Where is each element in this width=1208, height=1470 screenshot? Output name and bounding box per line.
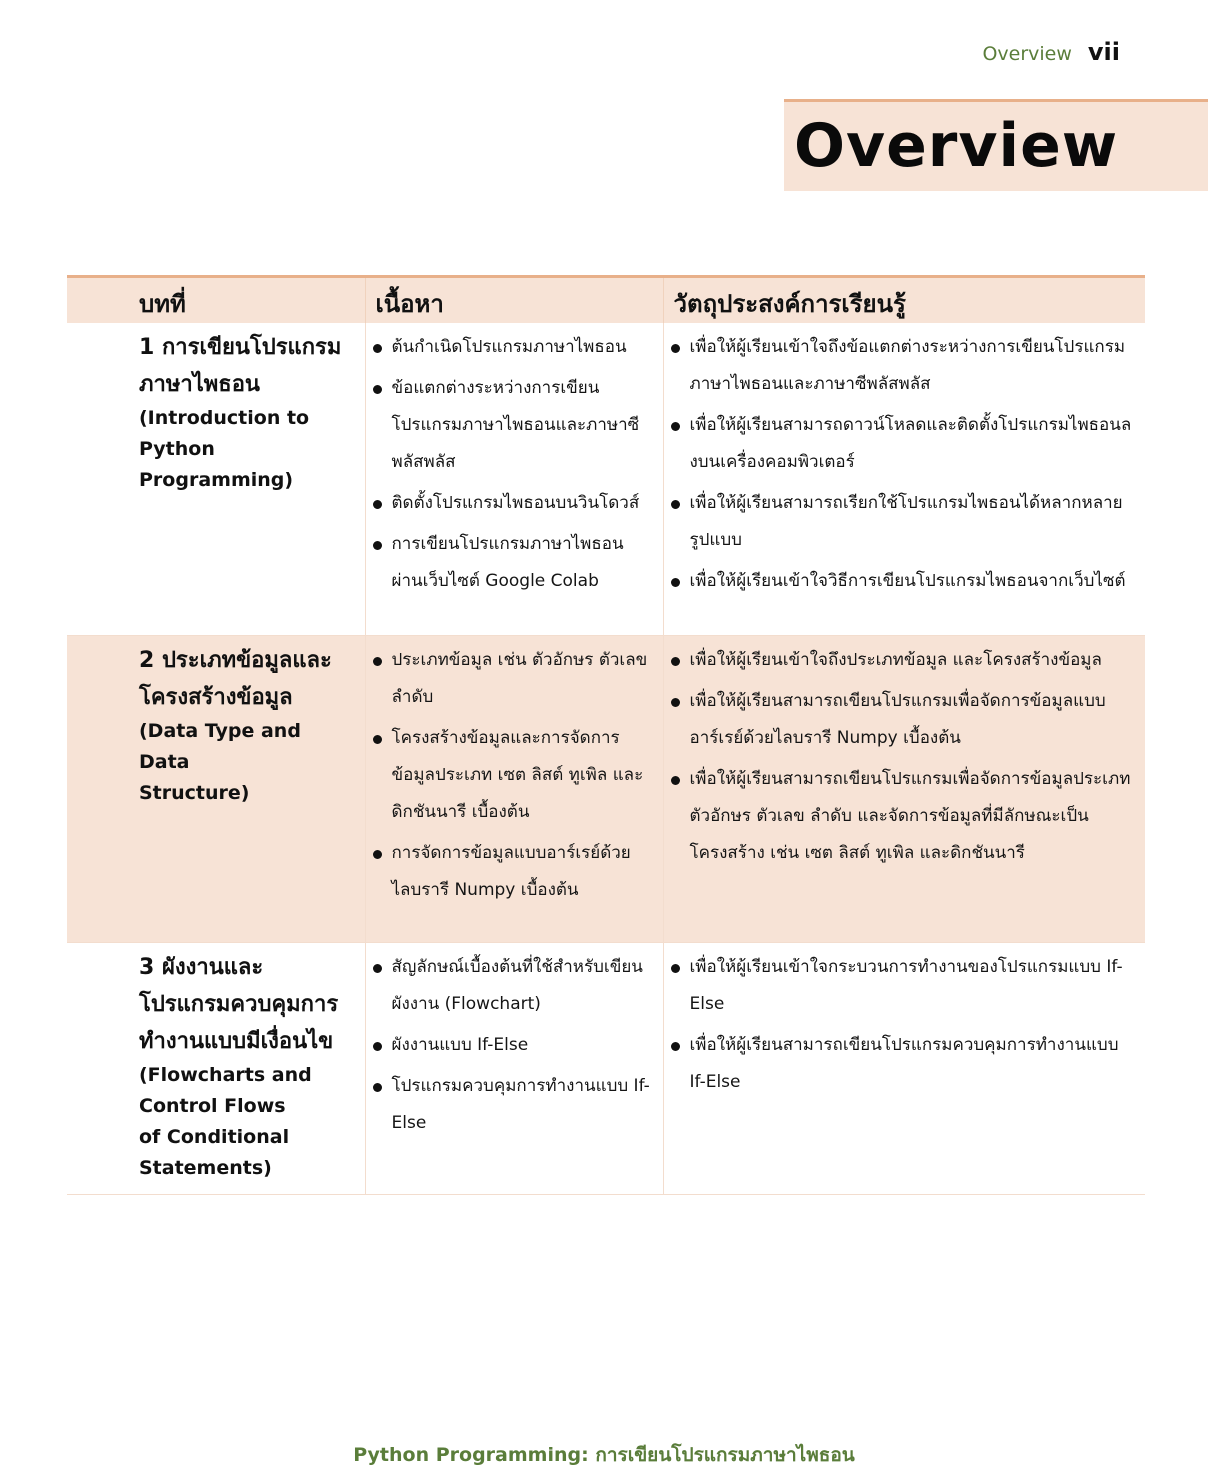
objectives-list xyxy=(670,642,1136,872)
content-list xyxy=(372,949,653,1142)
table-row xyxy=(67,942,1145,1194)
running-header-section: Overview xyxy=(982,43,1072,65)
list-item: สัญลักษณ์เบื้องต้นที่ใช้สำหรับเขียนผังงาน (Flowchart) xyxy=(372,949,653,1023)
list-item: โครงสร้างข้อมูลและการจัดการข้อมูลประเภท เซต ลิสต์ ทูเพิล และดิกชันนารี เบื้องต้น xyxy=(372,720,653,831)
objectives-cell xyxy=(663,635,1145,942)
chapter-en-line: Statements) xyxy=(139,1156,272,1179)
chapter-cell xyxy=(67,635,365,942)
chapter-name-th xyxy=(73,329,355,403)
list-item: ข้อแตกต่างระหว่างการเขียนโปรแกรมภาษาไพธอนและภาษาซีพลัสพลัส xyxy=(372,370,653,481)
list-item: เพื่อให้ผู้เรียนสามารถเขียนโปรแกรมควบคุมการทำงานแบบ If-Else xyxy=(670,1027,1136,1101)
content-list xyxy=(372,329,653,600)
content-cell xyxy=(365,942,663,1194)
page-number: vii xyxy=(1087,38,1120,66)
list-item: เพื่อให้ผู้เรียนเข้าใจถึงข้อแตกต่างระหว่างการเขียนโปรแกรมภาษาไพธอนและภาษาซีพลัสพลัส xyxy=(670,329,1136,403)
chapter-name-en xyxy=(73,403,355,496)
chapter-line: โครงสร้างข้อมูล xyxy=(139,684,293,710)
chapter-line: ทำงานแบบมีเงื่อนไข xyxy=(139,1028,334,1054)
header-content: เนื้อหา xyxy=(365,277,663,324)
table-header-row xyxy=(67,277,1145,324)
chapter-en-line: (Flowcharts and xyxy=(139,1063,312,1086)
content-cell xyxy=(365,323,663,635)
chapter-name-en xyxy=(73,1060,355,1184)
chapter-en-line: Control Flows xyxy=(139,1094,286,1117)
list-item: เพื่อให้ผู้เรียนสามารถดาวน์โหลดและติดตั้งโปรแกรมไพธอนลงบนเครื่องคอมพิวเตอร์ xyxy=(670,407,1136,481)
list-item: ติดตั้งโปรแกรมไพธอนบนวินโดวส์ xyxy=(372,485,653,522)
list-item: เพื่อให้ผู้เรียนเข้าใจถึงประเภทข้อมูล และโครงสร้างข้อมูล xyxy=(670,642,1136,679)
list-item: ผังงานแบบ If-Else xyxy=(372,1027,653,1064)
list-item: โปรแกรมควบคุมการทำงานแบบ If-Else xyxy=(372,1068,653,1142)
header-chapter: บทที่ xyxy=(67,277,365,324)
chapter-en-line: (Data Type and Data xyxy=(139,719,301,773)
list-item: ประเภทข้อมูล เช่น ตัวอักษร ตัวเลข ลำดับ xyxy=(372,642,653,716)
list-item: เพื่อให้ผู้เรียนสามารถเขียนโปรแกรมเพื่อจัดการข้อมูลแบบอาร์เรย์ด้วยไลบรารี Numpy เบื้องต้น xyxy=(670,683,1136,757)
list-item: การเขียนโปรแกรมภาษาไพธอนผ่านเว็บไซต์ Google Colab xyxy=(372,526,653,600)
chapter-cell xyxy=(67,323,365,635)
table-row xyxy=(67,635,1145,942)
content-list xyxy=(372,642,653,909)
content-cell xyxy=(365,635,663,942)
objectives-list xyxy=(670,949,1136,1101)
chapter-en-line: Programming) xyxy=(139,469,294,491)
list-item: เพื่อให้ผู้เรียนเข้าใจกระบวนการทำงานของโปรแกรมแบบ If-Else xyxy=(670,949,1136,1023)
chapter-name-en xyxy=(73,716,355,809)
list-item: เพื่อให้ผู้เรียนสามารถเรียกใช้โปรแกรมไพธอนได้หลากหลายรูปแบบ xyxy=(670,485,1136,559)
objectives-list xyxy=(670,329,1136,600)
list-item: เพื่อให้ผู้เรียนสามารถเขียนโปรแกรมเพื่อจัดการข้อมูลประเภท ตัวอักษร ตัวเลข ลำดับ และจัดการข้อมูลที่มีลักษณะเป็นโครงสร้าง เช่น เซต ลิสต์ ทูเพิล และดิกชันนารี xyxy=(670,761,1136,872)
list-item: ต้นกำเนิดโปรแกรมภาษาไพธอน xyxy=(372,329,653,366)
chapter-name-th xyxy=(73,642,355,716)
list-item: เพื่อให้ผู้เรียนเข้าใจวิธีการเขียนโปรแกรมไพธอนจากเว็บไซต์ xyxy=(670,563,1136,600)
title-banner xyxy=(784,99,1208,191)
chapter-line: โปรแกรมควบคุมการ xyxy=(139,991,339,1017)
list-item: การจัดการข้อมูลแบบอาร์เรย์ด้วยไลบรารี Numpy เบื้องต้น xyxy=(372,835,653,909)
page-title: Overview xyxy=(794,111,1119,181)
chapter-line: ภาษาไพธอน xyxy=(139,372,260,397)
table-row xyxy=(67,323,1145,635)
chapter-en-line: (Introduction to xyxy=(139,407,310,429)
chapter-line: 2 ประเภทข้อมูลและ xyxy=(139,647,332,673)
running-header xyxy=(982,38,1120,66)
chapter-line: 1 การเขียนโปรแกรม xyxy=(139,335,342,360)
chapter-name-th xyxy=(73,949,355,1060)
header-objectives: วัตถุประสงค์การเรียนรู้ xyxy=(663,277,1145,324)
chapter-en-line: of Conditional xyxy=(139,1125,290,1148)
objectives-cell xyxy=(663,323,1145,635)
objectives-cell xyxy=(663,942,1145,1194)
page-footer: Python Programming: การเขียนโปรแกรมภาษาไพธอน xyxy=(353,1444,855,1466)
chapter-en-line: Structure) xyxy=(139,781,250,804)
overview-table xyxy=(67,275,1145,1195)
chapter-cell xyxy=(67,942,365,1194)
chapter-en-line: Python xyxy=(139,438,215,460)
chapter-line: 3 ผังงานและ xyxy=(139,954,264,980)
